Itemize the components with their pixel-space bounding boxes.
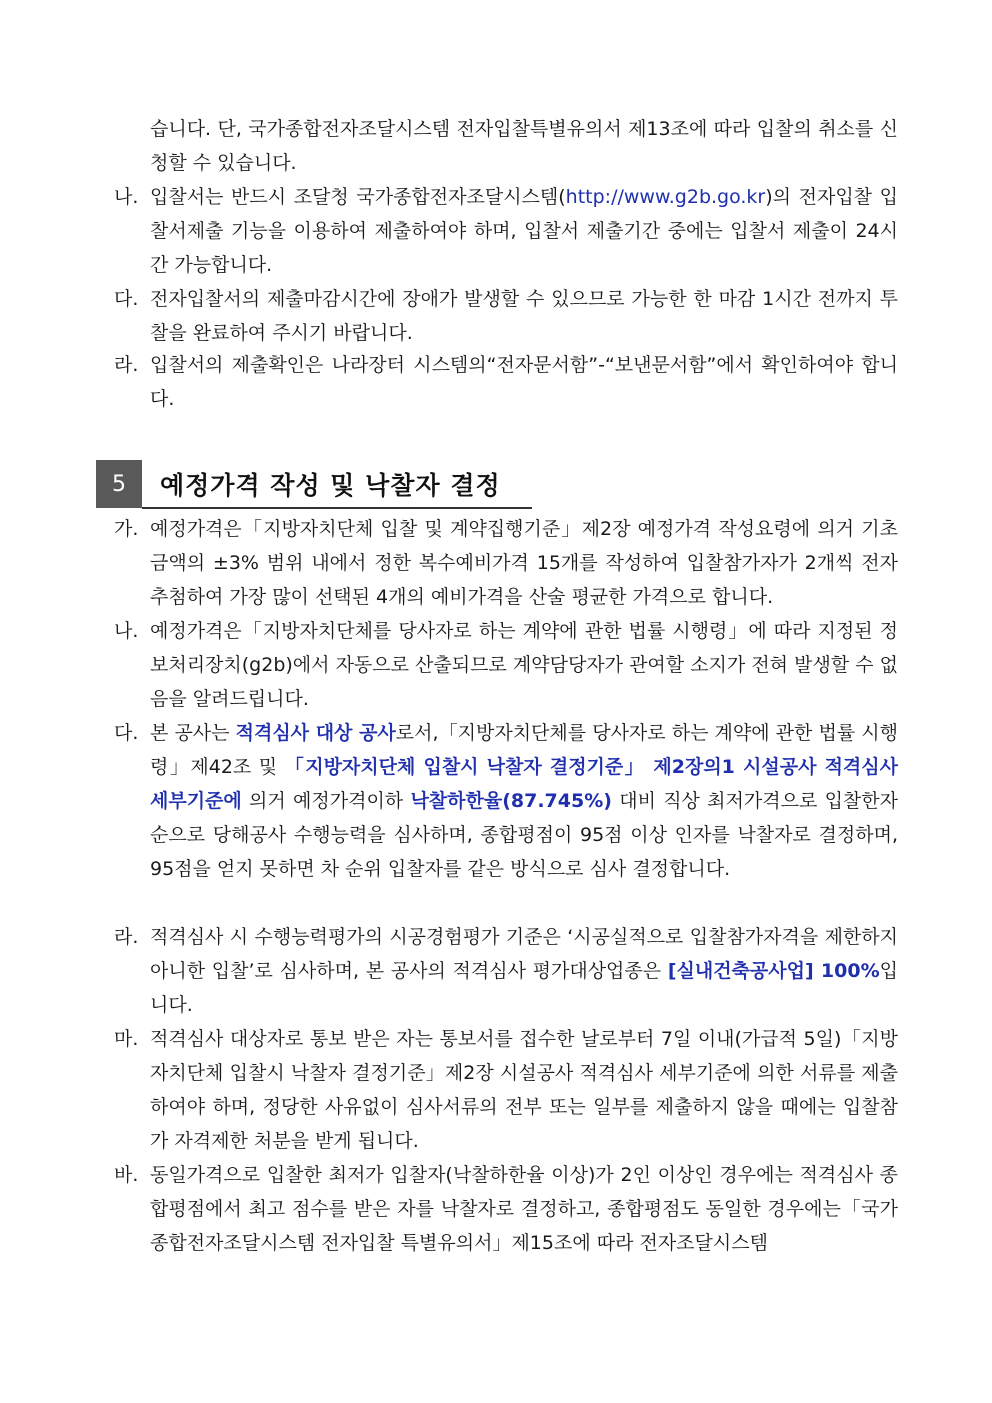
item-text: 입찰서는 반드시 조달청 국가종합전자조달시스템(: [150, 186, 566, 208]
list-item-da: [114, 716, 898, 886]
item-label: 바.: [114, 1164, 139, 1186]
g2b-link[interactable]: http://www.g2b.go.kr: [565, 186, 766, 208]
list-item-ga: [114, 512, 898, 614]
item-label: 다.: [114, 722, 139, 744]
list-item-ma: [114, 1022, 898, 1158]
item-label: 나.: [114, 186, 139, 208]
item-text: 로서,「지방자치단체를 당사자로 하는 계약에 관한 법률 시행령」제42조 및: [150, 722, 898, 778]
item-text: 동일가격으로 입찰한 최저가 입찰자(낙찰하한율 이상)가 2인 이상인 경우에는 적격심사 종합평점에서 최고 점수를 받은 자를 낙찰자로 결정하고, 종합평점도 동일한 경우에는「국가종합전자조달시스템 전자입찰 특별유의서」제15조에 따라 전자조달시스템: [150, 1164, 898, 1254]
item-label: 다.: [114, 288, 139, 310]
section-underline: [142, 507, 532, 509]
item-label: 나.: [114, 620, 139, 642]
item-text: 입니다.: [150, 960, 898, 1016]
item-text: 대비 직상 최저가격으로 입찰한자 순으로 당해공사 수행능력을 심사하며, 종합평점이 95점 이상 인자를 낙찰자로 결정하며, 95점을 얻지 못하면 차 순위 입찰자를 같은 방식으로 심사 결정합니다.: [150, 790, 898, 880]
continuation-paragraph: [150, 112, 898, 180]
item-text: 예정가격은「지방자치단체 입찰 및 계약집행기준」제2장 예정가격 작성요령에 의거 기초금액의 ±3% 범위 내에서 정한 복수예비가격 15개를 작성하여 입찰참가자가 2개씩 전자 추첨하여 가장 많이 선택된 4개의 예비가격을 산술 평균한 가격으로 합니다.: [150, 518, 898, 608]
item-text: 의거 예정가격이하: [241, 790, 411, 812]
item-text: )의 전자입찰 입찰서제출 기능을 이용하여 제출하여야 하며, 입찰서 제출기간 중에는 입찰서 제출이 24시간 가능합니다.: [150, 186, 898, 276]
section-number: 5: [96, 460, 142, 508]
list-item-na-top: [114, 180, 898, 282]
item-text: 적격심사 시 수행능력평가의 시공경험평가 기준은 ‘시공실적으로 입찰참가자격을 제한하지 아니한 입찰’로 심사하며, 본 공사의 적격심사 평가대상업종은: [150, 926, 898, 982]
section-header: [96, 460, 532, 510]
highlight-text: 적격심사 대상 공사: [235, 722, 396, 744]
list-item-ra-top: [114, 348, 898, 416]
list-item-ba: [114, 1158, 898, 1260]
item-label: 라.: [114, 926, 139, 948]
item-label: 가.: [114, 518, 139, 540]
highlight-text: 낙찰하한율(87.745%): [410, 790, 612, 812]
list-item-da-top: [114, 282, 898, 350]
item-label: 라.: [114, 354, 139, 376]
highlight-text: [실내건축공사업] 100%: [667, 960, 880, 982]
item-text: 전자입찰서의 제출마감시간에 장애가 발생할 수 있으므로 가능한 한 마감 1시간 전까지 투찰을 완료하여 주시기 바랍니다.: [150, 288, 898, 344]
item-text: 예정가격은「지방자치단체를 당사자로 하는 계약에 관한 법률 시행령」에 따라 지정된 정보처리장치(g2b)에서 자동으로 산출되므로 계약담당자가 관여할 소지가 전혀 발생할 수 없음을 알려드립니다.: [150, 620, 898, 710]
item-text: 입찰서의 제출확인은 나라장터 시스템의“전자문서함”-“보낸문서함”에서 확인하여야 합니다.: [150, 354, 898, 410]
continuation-text: 습니다. 단, 국가종합전자조달시스템 전자입찰특별유의서 제13조에 따라 입찰의 취소를 신청할 수 있습니다.: [150, 118, 898, 174]
item-text: 적격심사 대상자로 통보 받은 자는 통보서를 접수한 날로부터 7일 이내(가급적 5일)「지방자치단체 입찰시 낙찰자 결정기준」제2장 시설공사 적격심사 세부기준에 의한 서류를 제출하여야 하며, 정당한 사유없이 심사서류의 전부 또는 일부를 제출하지 않을 때에는 입찰참가 자격제한 처분을 받게 됩니다.: [150, 1028, 898, 1152]
highlight-text: 「지방자치단체 입찰시 낙찰자 결정기준」 제2장의1 시설공사 적격심사 세부기준에: [150, 756, 898, 812]
item-label: 마.: [114, 1028, 139, 1050]
section-title: 예정가격 작성 및 낙찰자 결정: [160, 471, 501, 500]
item-text: 본 공사는: [150, 722, 236, 744]
list-item-na: [114, 614, 898, 716]
list-item-ra: [114, 920, 898, 1022]
